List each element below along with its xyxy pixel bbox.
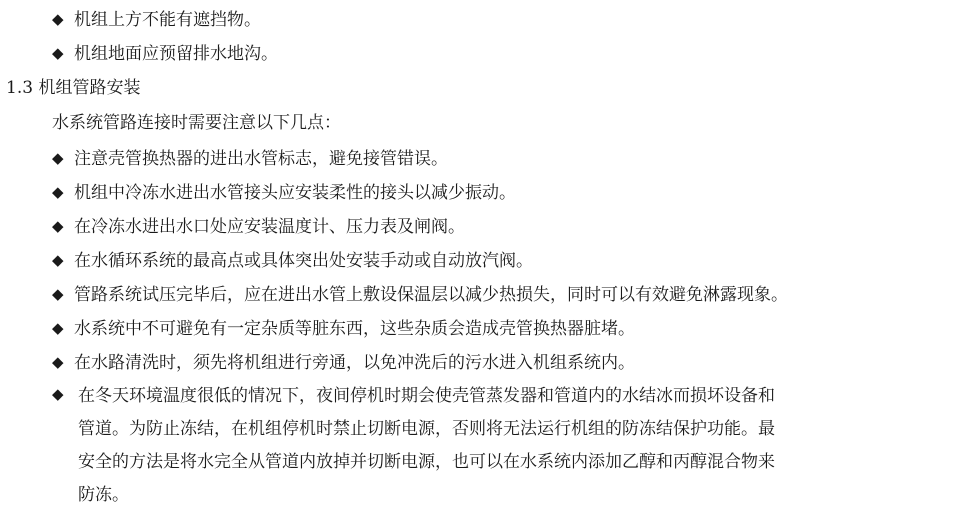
list-item — [52, 283, 788, 306]
paragraph-line: 管道。为防止冻结，在机组停机时禁止切断电源，否则将无法运行机组的防冻结保护功能。最 — [78, 419, 775, 439]
diamond-bullet-icon: ◆ — [52, 251, 64, 269]
paragraph-line: 在冬天环境温度很低的情况下，夜间停机时期会使壳管蒸发器和管道内的水结冰而损坏设备和 — [78, 386, 775, 406]
list-item — [52, 42, 278, 65]
diamond-bullet-icon: ◆ — [52, 353, 64, 371]
paragraph-line: 防冻。 — [78, 485, 129, 505]
list-item — [52, 147, 448, 170]
section-intro: 水系统管路连接时需要注意以下几点： — [52, 113, 341, 133]
list-item — [52, 351, 635, 374]
diamond-bullet-icon: ◆ — [52, 319, 64, 337]
list-item — [52, 317, 635, 340]
list-item — [52, 249, 533, 272]
section-heading: 1.3 机组管路安装 — [6, 78, 141, 98]
diamond-bullet-icon: ◆ — [52, 385, 64, 403]
list-item-text: 在水循环系统的最高点或具体突出处安装手动或自动放汽阀。 — [74, 251, 533, 271]
diamond-bullet-icon: ◆ — [52, 285, 64, 303]
list-item-text: 机组上方不能有遮挡物。 — [74, 10, 261, 30]
diamond-bullet-icon: ◆ — [52, 183, 64, 201]
list-item-text: 机组地面应预留排水地沟。 — [74, 44, 278, 64]
list-item-text: 水系统中不可避免有一定杂质等脏东西，这些杂质会造成壳管换热器脏堵。 — [74, 319, 635, 339]
diamond-bullet-icon: ◆ — [52, 44, 64, 62]
paragraph-line: 安全的方法是将水完全从管道内放掉并切断电源，也可以在水系统内添加乙醇和丙醇混合物来 — [78, 452, 775, 472]
list-item-text: 机组中冷冻水进出水管接头应安装柔性的接头以减少振动。 — [74, 183, 516, 203]
list-item-text: 在冷冻水进出水口处应安装温度计、压力表及闸阀。 — [74, 217, 465, 237]
list-item — [52, 8, 261, 31]
list-item-text: 注意壳管换热器的进出水管标志，避免接管错误。 — [74, 149, 448, 169]
list-item-multiline — [52, 385, 967, 507]
list-item — [52, 181, 516, 204]
diamond-bullet-icon: ◆ — [52, 10, 64, 28]
diamond-bullet-icon: ◆ — [52, 217, 64, 235]
diamond-bullet-icon: ◆ — [52, 149, 64, 167]
list-item-text: 管路系统试压完毕后，应在进出水管上敷设保温层以减少热损失，同时可以有效避免淋露现象。 — [74, 285, 788, 305]
list-item — [52, 215, 465, 238]
list-item-text: 在水路清洗时，须先将机组进行旁通，以免冲洗后的污水进入机组系统内。 — [74, 353, 635, 373]
